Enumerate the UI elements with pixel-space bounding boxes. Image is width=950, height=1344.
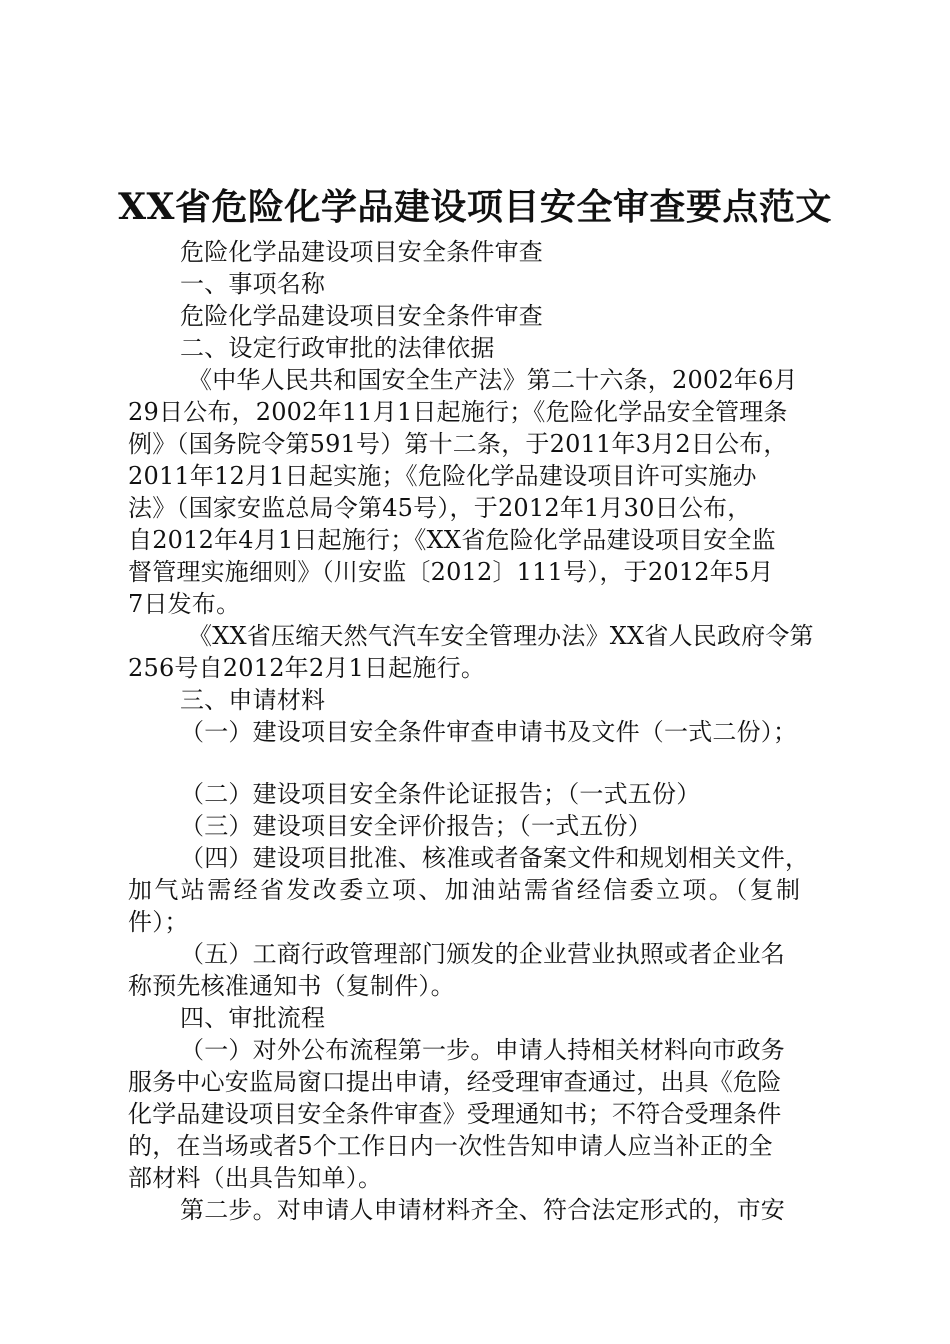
list-item: （四）建设项目批准、核准或者备案文件和规划相关文件， (180, 844, 810, 872)
paragraph-line: 256号自2012年2月1日起施行。 (128, 654, 486, 682)
paragraph-line: 《XX省压缩天然气汽车安全管理办法》XX省人民政府令第 (188, 622, 814, 650)
paragraph-line: 的，在当场或者5个工作日内一次性告知申请人应当补正的全 (128, 1132, 773, 1160)
section-heading: 二、设定行政审批的法律依据 (180, 334, 495, 362)
list-item: （五）工商行政管理部门颁发的企业营业执照或者企业名 (180, 940, 785, 968)
list-item: （三）建设项目安全评价报告；（一式五份） (180, 812, 652, 840)
section-heading: 一、事项名称 (180, 270, 326, 298)
paragraph-line: 危险化学品建设项目安全条件审查 (180, 302, 543, 330)
paragraph-line: 件）； (128, 908, 189, 936)
paragraph-line: 服务中心安监局窗口提出申请，经受理审查通过，出具《危险 (128, 1068, 782, 1096)
paragraph-line: 《中华人民共和国安全生产法》第二十六条，2002年6月 (188, 366, 798, 394)
document-body (128, 236, 840, 1226)
paragraph-line: 加气站需经省发改委立项、加油站需省经信委立项。（复制 (128, 876, 803, 904)
paragraph-line: 部材料（出具告知单）。 (128, 1164, 383, 1192)
paragraph-line: 化学品建设项目安全条件审查》受理通知书；不符合受理条件 (128, 1100, 782, 1128)
paragraph-line: 29日公布，2002年11月1日起施行；《危险化学品安全管理条 (128, 398, 788, 426)
paragraph-line: 例》（国务院令第591号）第十二条，于2011年3月2日公布， (128, 430, 788, 458)
blank-line (128, 748, 840, 778)
paragraph-line: 第二步。对申请人申请材料齐全、符合法定形式的，市安 (180, 1196, 785, 1224)
paragraph-line: 危险化学品建设项目安全条件审查 (180, 238, 543, 266)
paragraph-line: 称预先核准通知书（复制件）。 (128, 972, 455, 1000)
list-item: （一）建设项目安全条件审查申请书及文件（一式二份）； (180, 718, 798, 746)
document-title: XX省危险化学品建设项目安全审查要点范文 (118, 186, 832, 228)
paragraph-line: 自2012年4月1日起施行；《XX省危险化学品建设项目安全监 (128, 526, 776, 554)
paragraph-line: 法》（国家安监总局令第45号），于2012年1月30日公布， (128, 494, 752, 522)
list-item: （二）建设项目安全条件论证报告；（一式五份） (180, 780, 701, 808)
paragraph-line: 2011年12月1日起实施；《危险化学品建设项目许可实施办 (128, 462, 757, 490)
paragraph-line: 7日发布。 (128, 590, 241, 618)
list-item: （一）对外公布流程第一步。申请人持相关材料向市政务 (180, 1036, 785, 1064)
section-heading: 三、申请材料 (180, 686, 326, 714)
section-heading: 四、审批流程 (180, 1004, 326, 1032)
paragraph-line: 督管理实施细则》（川安监〔2012〕111号），于2012年5月 (128, 558, 774, 586)
